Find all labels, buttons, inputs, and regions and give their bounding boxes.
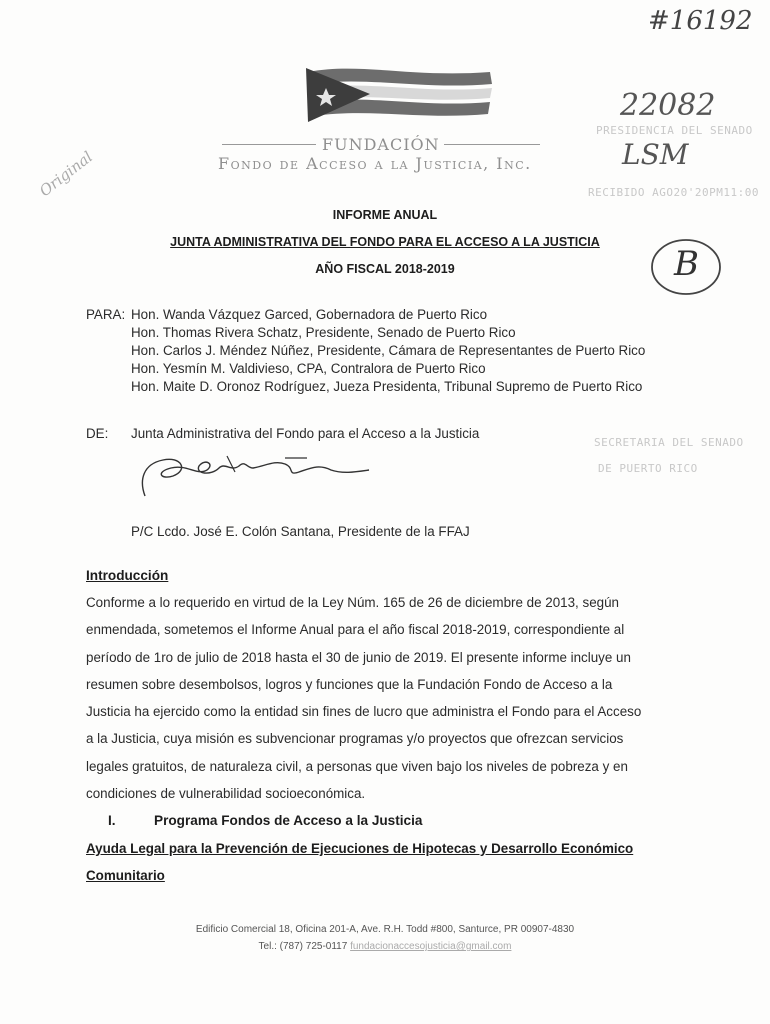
senate-stamp-line1: PRESIDENCIA DEL SENADO	[596, 124, 753, 137]
signatory: P/C Lcdo. José E. Colón Santana, Presidente de la FFAJ	[131, 524, 470, 539]
report-title: INFORME ANUAL	[332, 208, 438, 222]
recipient-1: Hon. Wanda Vázquez Garced, Gobernadora de Puerto Rico	[131, 307, 488, 322]
org-name-line1: FUNDACIÓN	[322, 135, 440, 154]
intro-line-8: condiciones de vulnerabilidad socioeconómica.	[86, 786, 366, 801]
document-number-annotation: #16192	[648, 6, 753, 36]
intro-line-5: Justicia ha ejercido como la entidad sin fines de lucro que administra el Fondo para el Acceso	[86, 704, 642, 719]
handwritten-initials: LSM	[622, 138, 689, 171]
intro-line-1: Conforme a lo requerido en virtud de la Ley Núm. 165 de 26 de diciembre de 2013, según	[86, 595, 619, 610]
received-stamp: RECIBIDO AGO20'20PM11:00	[588, 186, 759, 199]
intro-line-7: legales gratuitos, de naturaleza civil, a personas que viven bajo los niveles de pobreza y en	[86, 759, 628, 774]
intro-line-3: período de 1ro de julio de 2018 hasta el 30 de junio de 2019. El presente informe incluye un	[86, 650, 631, 665]
secretary-stamp-line1: SECRETARIA DEL SENADO	[594, 436, 744, 449]
footer-email-link[interactable]: fundacionaccesojusticia@gmail.com	[350, 941, 512, 952]
left-margin-note: Original	[36, 147, 97, 201]
footer-contact	[0, 941, 770, 952]
recipient-5: Hon. Maite D. Oronoz Rodríguez, Jueza Presidenta, Tribunal Supremo de Puerto Rico	[131, 379, 643, 394]
header-rule-left	[222, 144, 316, 145]
handwritten-number: 22082	[620, 88, 716, 123]
puerto-rico-flag-logo	[300, 58, 500, 128]
fiscal-year-title: AÑO FISCAL 2018-2019	[315, 262, 455, 276]
recipient-4: Hon. Yesmín M. Valdivieso, CPA, Contralora de Puerto Rico	[131, 361, 486, 376]
section-subtitle-line1: Ayuda Legal para la Prevención de Ejecuciones de Hipotecas y Desarrollo Económico	[86, 841, 634, 856]
section-number: I.	[108, 813, 116, 828]
footer-address: Edificio Comercial 18, Oficina 201-A, Ave. R.H. Todd #800, Santurce, PR 00907-4830	[195, 924, 575, 935]
circled-letter: B	[674, 244, 699, 284]
section-title: Programa Fondos de Acceso a la Justicia	[154, 813, 423, 828]
footer-tel: Tel.: (787) 725-0117	[258, 941, 348, 952]
recipient-2: Hon. Thomas Rivera Schatz, Presidente, Senado de Puerto Rico	[131, 325, 516, 340]
section-subtitle-line2: Comunitario	[86, 868, 165, 883]
org-name-line2: Fondo de Acceso a la Justicia, Inc.	[218, 154, 532, 173]
intro-heading: Introducción	[86, 568, 169, 583]
header-rule-right	[444, 144, 540, 145]
board-title: JUNTA ADMINISTRATIVA DEL FONDO PARA EL ACCESO A LA JUSTICIA	[170, 235, 600, 249]
signature	[135, 446, 375, 502]
intro-line-2: enmendada, sometemos el Informe Anual para el año fiscal 2018-2019, correspondiente al	[86, 622, 625, 637]
recipient-3: Hon. Carlos J. Méndez Núñez, Presidente, Cámara de Representantes de Puerto Rico	[131, 343, 646, 358]
para-label: PARA:	[86, 307, 126, 322]
de-label: DE:	[86, 426, 109, 441]
intro-line-4: resumen sobre desembolsos, logros y funciones que la Fundación Fondo de Acceso a la	[86, 677, 613, 692]
de-value: Junta Administrativa del Fondo para el Acceso a la Justicia	[131, 426, 480, 441]
intro-line-6: a la Justicia, cuya misión es subvencionar programas y/o proyectos que ofrezcan servicios	[86, 731, 624, 746]
secretary-stamp-line2: DE PUERTO RICO	[598, 462, 698, 475]
